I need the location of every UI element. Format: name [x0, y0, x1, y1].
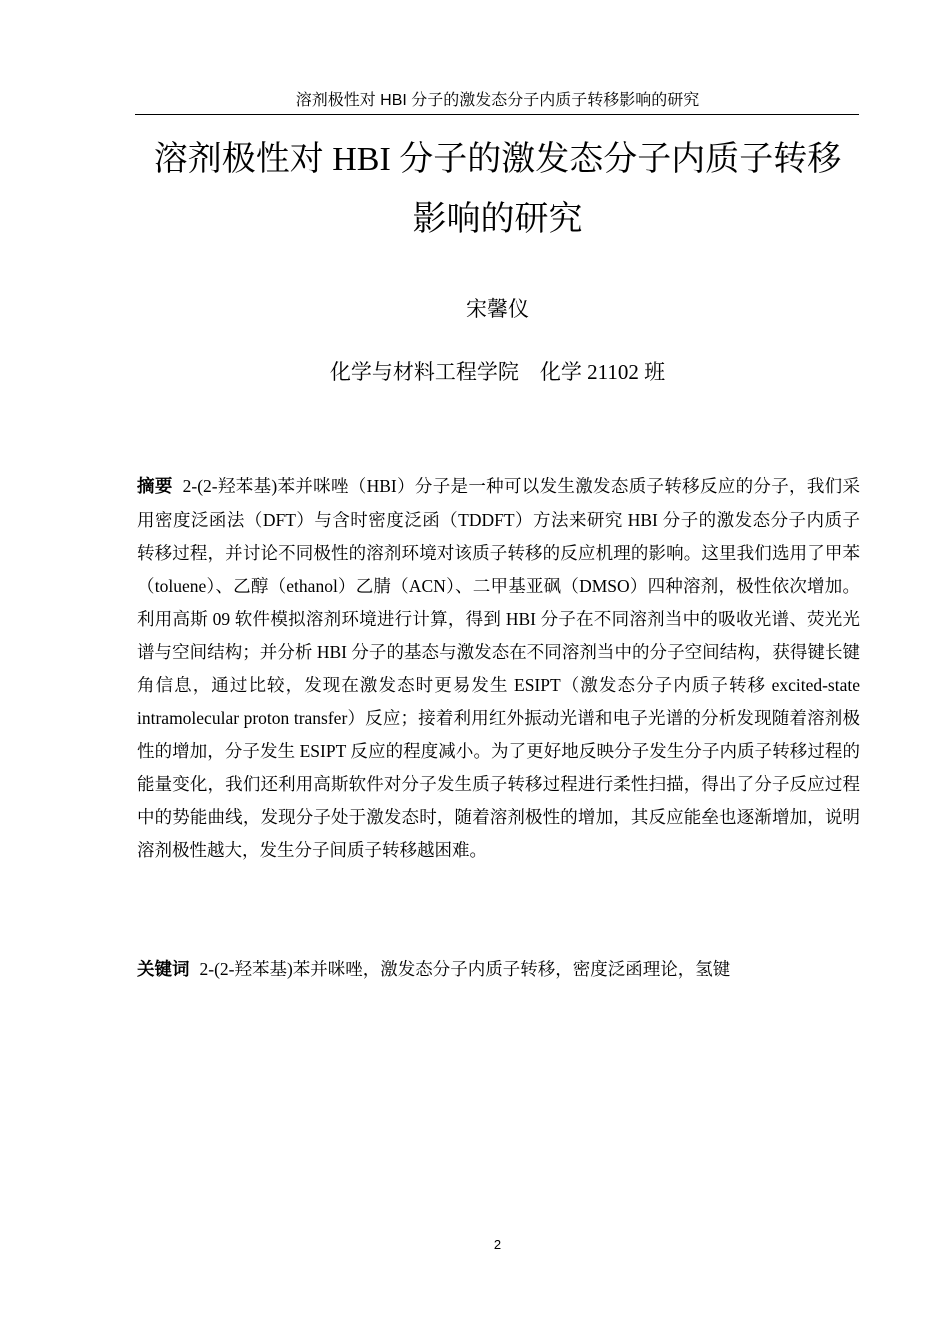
abstract	[137, 470, 860, 867]
author-affiliation: 化学与材料工程学院 化学 21102 班	[329, 360, 666, 384]
paper-title	[137, 130, 858, 250]
author-name: 宋馨仪	[466, 297, 529, 321]
title-line-2: 影响的研究	[412, 201, 583, 238]
running-header: 溶剂极性对 HBI 分子的激发态分子内质子转移影响的研究	[295, 92, 700, 109]
abstract-text: 2-(2-羟苯基)苯并咪唑（HBI）分子是一种可以发生激发态质子转移反应的分子，我们采用密度泛函法（DFT）与含时密度泛函（TDDFT）方法来研究 HBI 分子的激发态分子内质子转移过程，并讨论不同极性的溶剂环境对该质子转移的反应机理的影响。这里我们选用了甲苯（toluene）、乙醇（ethanol）乙腈（ACN）、二甲基亚砜（DMSO）四种溶剂，极性依次增加。利用高斯 09 软件模拟溶剂环境进行计算，得到 HBI 分子在不同溶剂当中的吸收光谱、荧光光谱与空间结构；并分析 HBI 分子的基态与激发态在不同溶剂当中的分子空间结构，获得键长键角信息，通过比较，发现在激发态时更易发生 ESIPT（激发态分子内质子转移 excited-state intramolecular proton transfer）反应；接着利用红外振动光谱和电子光谱的分析发现随着溶剂极性的增加，分子发生 ESIPT 反应的程度减小。为了更好地反映分子发生分子内质子转移过程的能量变化，我们还利用高斯软件对分子发生质子转移过程进行柔性扫描，得出了分子反应过程中的势能曲线，发现分子处于激发态时，随着溶剂极性的增加，其反应能垒也逐渐增加，说明溶剂极性越大，发生分子间质子转移越困难。	[137, 476, 860, 860]
page-number: 2	[493, 1237, 502, 1252]
keywords	[137, 953, 860, 987]
keywords-label: 关键词	[137, 960, 190, 980]
keywords-text: 2-(2-羟苯基)苯并咪唑，激发态分子内质子转移，密度泛函理论，氢键	[199, 959, 731, 979]
abstract-label: 摘要	[137, 477, 173, 497]
title-line-1: 溶剂极性对 HBI 分子的激发态分子内质子转移	[153, 141, 842, 178]
header-rule	[135, 114, 859, 115]
